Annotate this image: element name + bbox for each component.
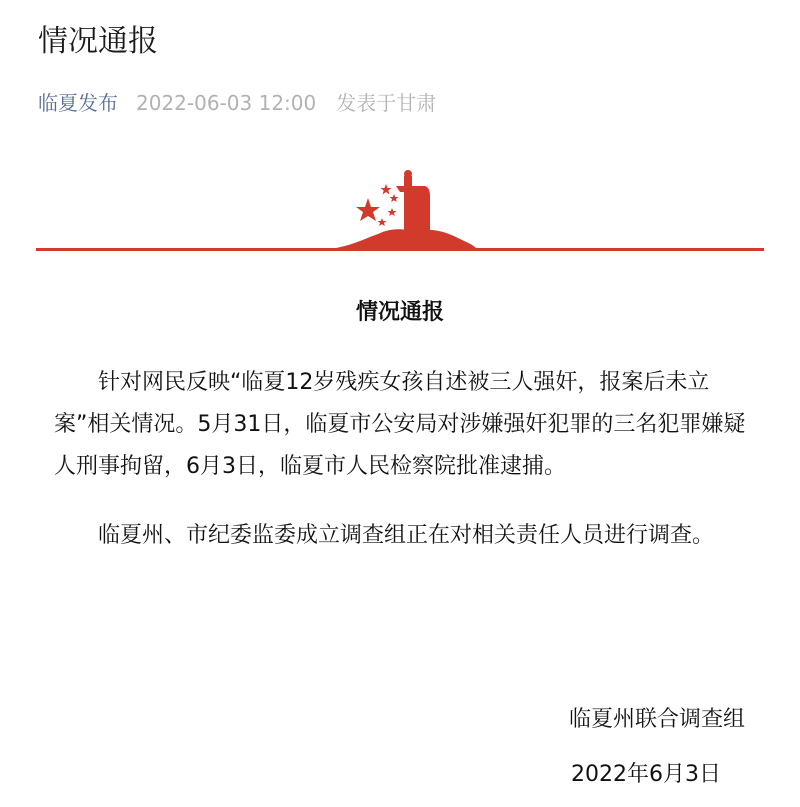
star-small-3 xyxy=(388,208,397,216)
article-title: 情况通报 xyxy=(38,24,158,59)
star-large xyxy=(356,198,380,221)
article-meta xyxy=(38,88,436,118)
huabiao-column xyxy=(404,176,412,234)
account-name-link[interactable]: 临夏发布 xyxy=(38,91,118,115)
emblem-banner-icon xyxy=(36,168,764,258)
notice-signature: 临夏州联合调查组 xyxy=(568,707,745,732)
huabiao-wing xyxy=(396,186,420,192)
notice-heading: 情况通报 xyxy=(355,300,444,325)
star-small-2 xyxy=(390,194,399,202)
notice-paragraph-1: 针对网民反映“临夏12岁残疾女孩自述被三人强奸，报案后未立案”相关情况。5月31日，临夏市公安局对涉嫌强奸犯罪的三名犯罪嫌疑人刑事拘留，6月3日，临夏市人民检察院批准逮捕。 xyxy=(54,370,746,479)
huabiao-top xyxy=(404,170,412,178)
banner-rule xyxy=(36,248,764,251)
notice-paragraph-2: 临夏州、市纪委监委成立调查组正在对相关责任人员进行调查。 xyxy=(98,523,715,548)
notice-date: 2022年6月3日 xyxy=(571,762,721,787)
star-small-1 xyxy=(381,184,392,195)
publish-time: 2022-06-03 12:00 xyxy=(136,91,317,115)
star-small-4 xyxy=(378,218,387,226)
publish-location: 发表于甘肃 xyxy=(336,91,437,115)
